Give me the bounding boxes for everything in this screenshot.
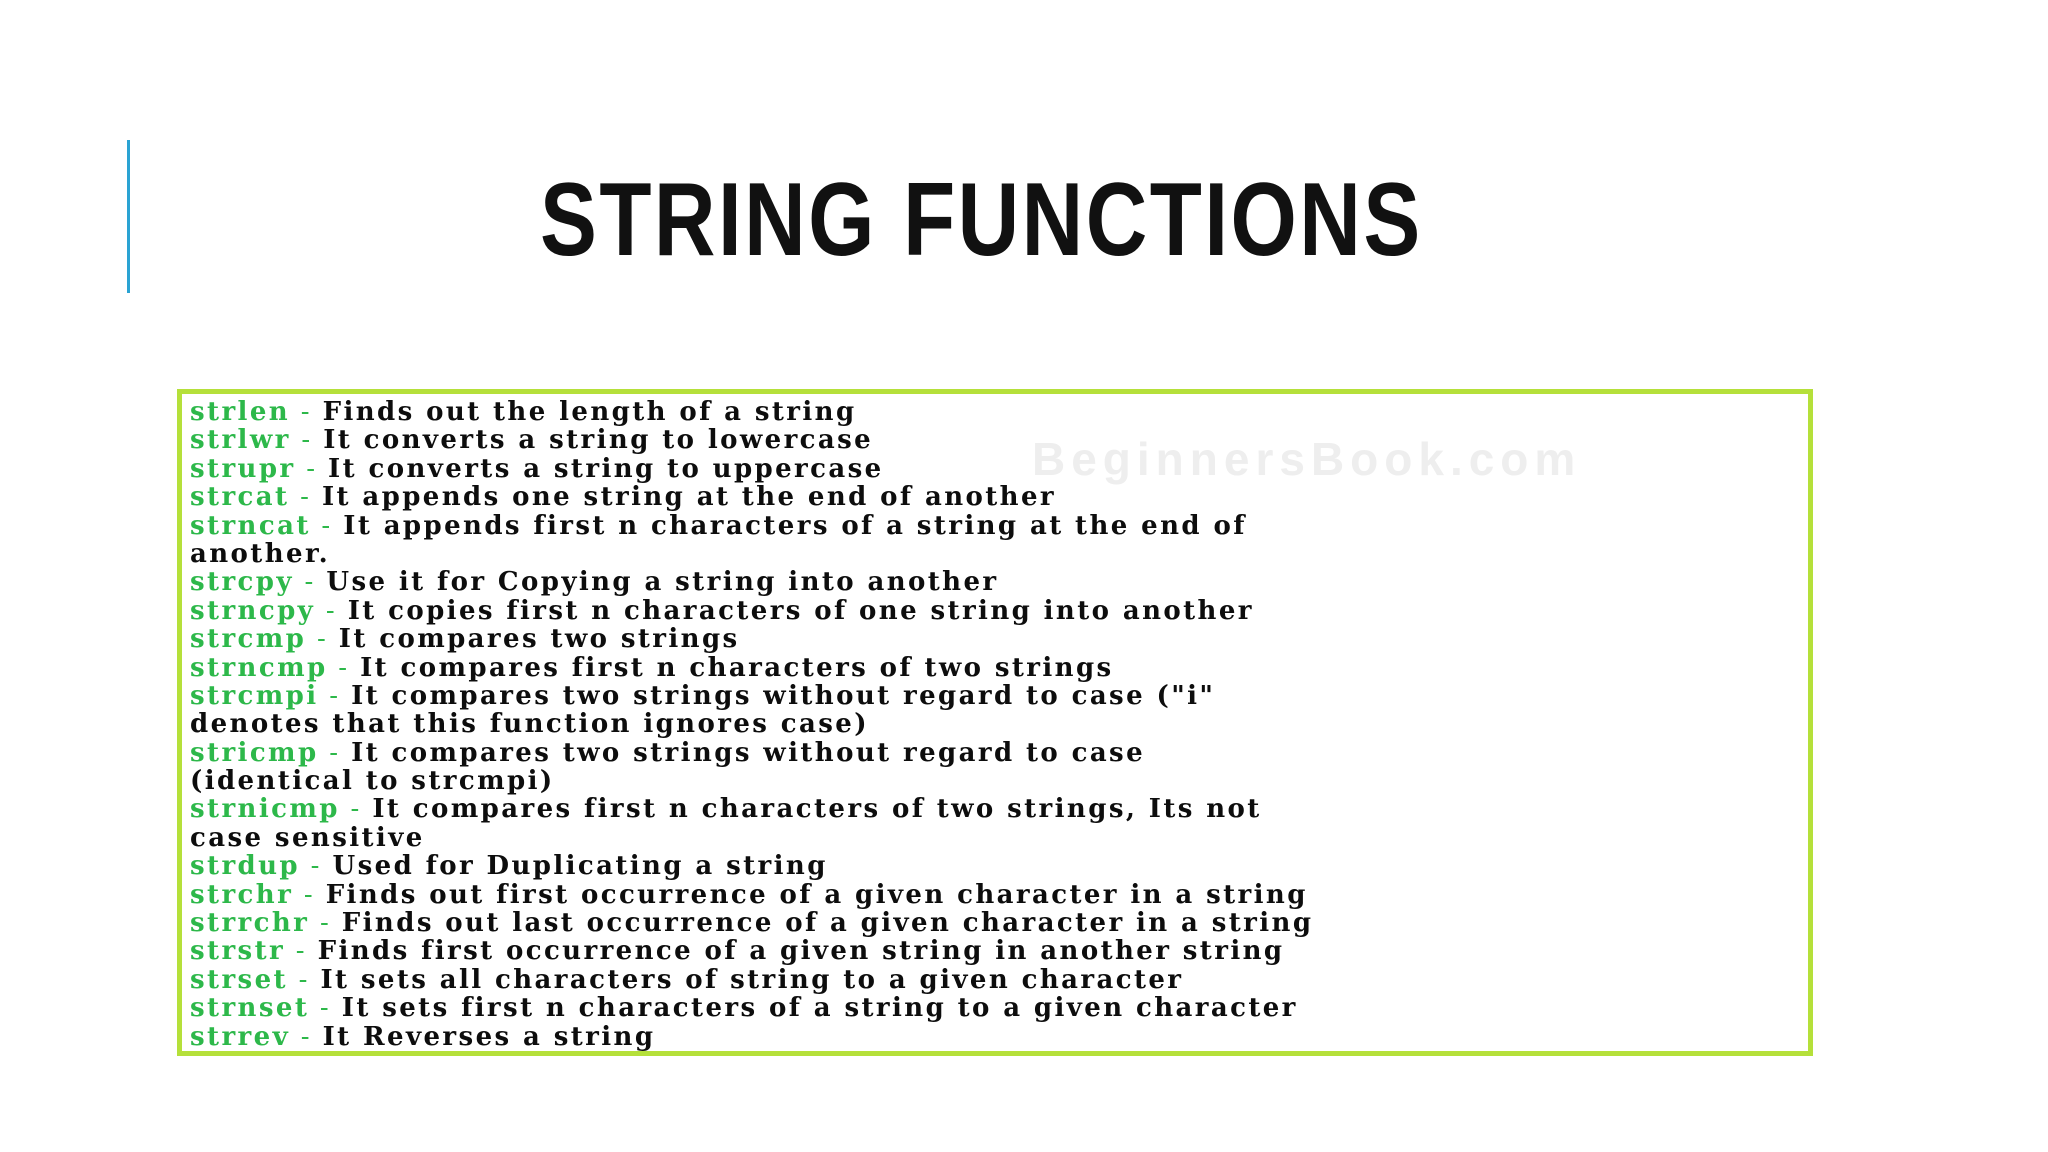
separator-dash: - <box>318 737 352 768</box>
function-line <box>190 483 1810 511</box>
function-name: strupr <box>190 453 296 484</box>
function-description: Finds out the length of a string <box>322 397 857 427</box>
function-description: Finds out first occurrence of a given character in a string <box>325 879 1308 910</box>
function-name: strncat <box>190 510 311 541</box>
separator-dash: - <box>290 425 324 456</box>
string-functions-image <box>177 389 1813 1056</box>
function-name: strnicmp <box>190 794 340 825</box>
separator-dash: - <box>290 1021 323 1052</box>
function-description: another. <box>190 538 331 569</box>
separator-dash: - <box>310 510 344 541</box>
function-line <box>190 455 1810 483</box>
separator-dash: - <box>295 453 329 484</box>
separator-dash: - <box>309 908 342 939</box>
function-description: It compares two strings without regard to case <box>351 737 1146 768</box>
separator-dash: - <box>318 680 352 711</box>
slide-title: STRING FUNCTIONS <box>540 162 1423 278</box>
function-description: (identical to strcmpi) <box>190 766 555 797</box>
function-line <box>190 597 1810 625</box>
function-line <box>190 512 1810 540</box>
separator-dash: - <box>293 567 327 598</box>
function-name: strdup <box>190 851 301 882</box>
function-description: It appends one string at the end of another <box>321 482 1057 513</box>
function-line <box>190 540 1810 568</box>
function-name: stricmp <box>190 737 319 768</box>
function-line <box>190 795 1810 823</box>
function-description: It compares first n characters of two strings <box>360 652 1114 683</box>
function-description: Used for Duplicating a string <box>332 851 828 882</box>
function-name: strchr <box>190 879 294 910</box>
function-name: strnset <box>190 993 310 1024</box>
function-description: denotes that this function ignores case) <box>190 709 869 740</box>
separator-dash: - <box>339 794 373 825</box>
function-line <box>190 654 1810 682</box>
function-description: It sets all characters of string to a given character <box>320 964 1184 995</box>
watermark: BeginnersBook.com <box>1032 433 1582 485</box>
function-name: strncmp <box>190 652 328 683</box>
function-description: Use it for Copying a string into another <box>326 567 999 598</box>
function-name: strncpy <box>190 595 316 626</box>
function-line <box>190 426 1810 454</box>
separator-dash: - <box>300 851 333 882</box>
function-description: It compares two strings <box>338 624 740 655</box>
separator-dash: - <box>293 879 326 910</box>
function-list <box>190 398 1810 1051</box>
separator-dash: - <box>327 652 361 683</box>
function-line <box>190 739 1810 767</box>
function-name: strcpy <box>190 567 294 598</box>
separator-dash: - <box>315 595 348 626</box>
separator-dash: - <box>290 397 323 427</box>
function-name: strset <box>190 964 288 995</box>
function-line <box>190 824 1810 852</box>
function-line <box>190 710 1810 738</box>
function-name: strcat <box>190 482 290 513</box>
function-line <box>190 1023 1810 1051</box>
function-line <box>190 398 1810 426</box>
function-description: case sensitive <box>190 822 425 853</box>
function-description: It compares two strings without regard to case ("i" <box>351 680 1216 711</box>
function-line <box>190 966 1810 994</box>
function-name: strlwr <box>190 425 291 456</box>
function-description: It Reverses a string <box>322 1021 656 1052</box>
function-name: strcmp <box>190 624 307 655</box>
separator-dash: - <box>285 936 318 967</box>
function-line <box>190 881 1810 909</box>
function-description: It copies first n characters of one string into another <box>347 595 1254 626</box>
function-description: It converts a string to lowercase <box>323 425 874 456</box>
function-line <box>190 767 1810 795</box>
function-description: It appends first n characters of a string at the end of <box>343 510 1247 541</box>
function-line <box>190 682 1810 710</box>
separator-dash: - <box>287 964 321 995</box>
separator-dash: - <box>306 624 339 655</box>
function-line <box>190 994 1810 1022</box>
title-accent-bar <box>127 140 130 293</box>
function-description: Finds first occurrence of a given string in another string <box>317 936 1285 967</box>
function-line <box>190 937 1810 965</box>
function-line <box>190 625 1810 653</box>
function-line <box>190 568 1810 596</box>
function-name: strrchr <box>190 908 310 939</box>
function-description: It compares first n characters of two strings, Its not <box>372 794 1262 825</box>
separator-dash: - <box>309 993 342 1024</box>
function-description: Finds out last occurrence of a given character in a string <box>341 908 1314 939</box>
function-name: strstr <box>190 936 286 967</box>
function-name: strlen <box>190 397 291 427</box>
function-description: It converts a string to uppercase <box>328 453 884 484</box>
function-line <box>190 852 1810 880</box>
separator-dash: - <box>289 482 322 513</box>
function-line <box>190 909 1810 937</box>
function-name: strrev <box>190 1021 291 1052</box>
function-name: strcmpi <box>190 680 319 711</box>
function-description: It sets first n characters of a string to a given character <box>341 993 1298 1024</box>
